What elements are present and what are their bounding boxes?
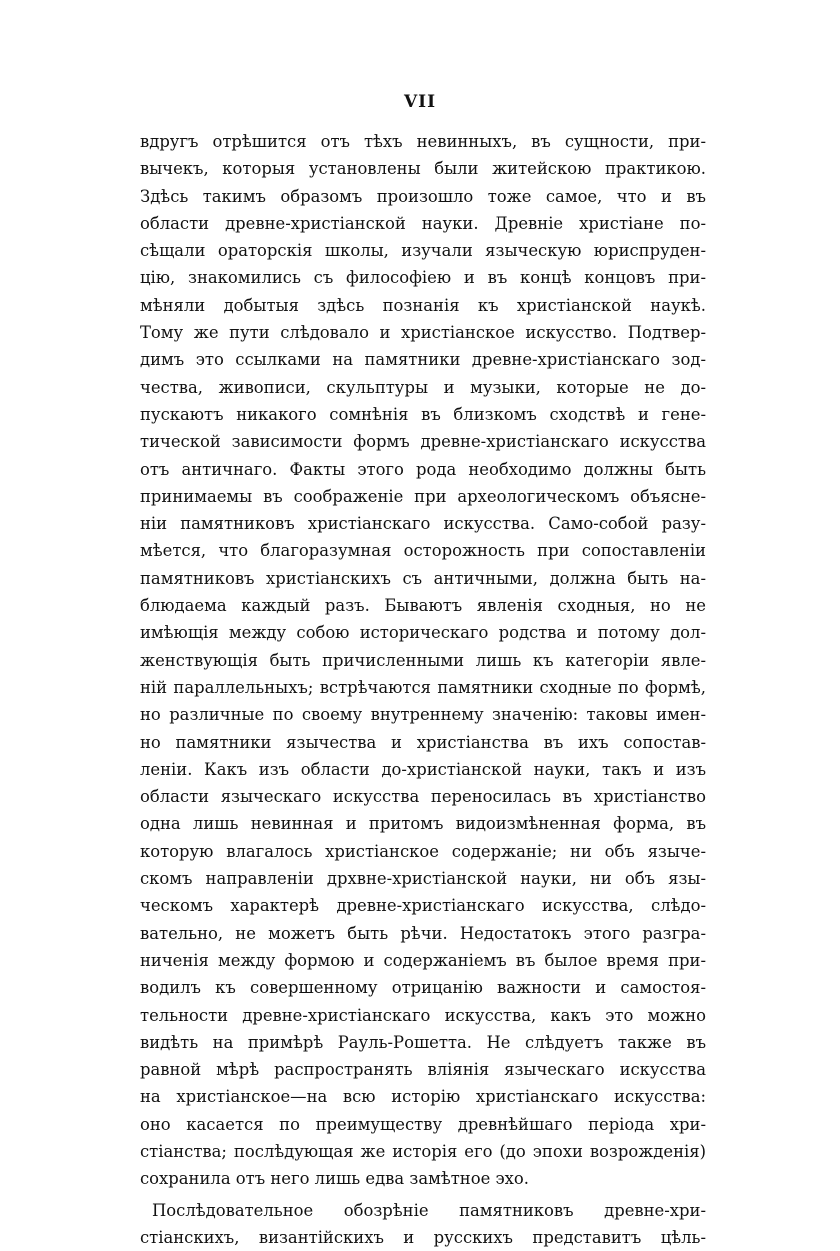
text-line: но памятники язычества и христіанства въ ихъ сопостав- bbox=[140, 732, 706, 752]
text-line: Здѣсь такимъ образомъ произошло тоже самое, что и въ bbox=[140, 186, 706, 206]
text-line: ческомъ характерѣ древне-христіанскаго искусства, слѣдо- bbox=[140, 896, 706, 916]
text-line: тической зависимости формъ древне-христіанскаго искусства bbox=[140, 432, 706, 452]
text-line: которую влагалось христіанское содержаніе; ни объ языче- bbox=[140, 841, 706, 861]
text-line: памятниковъ христіанскихъ съ античными, должна быть на- bbox=[140, 568, 706, 588]
text-line: леніи. Какъ изъ области до-христіанской науки, такъ и изъ bbox=[140, 759, 706, 779]
text-line: пускаютъ никакого сомнѣнія въ близкомъ сходствѣ и гене- bbox=[140, 404, 706, 424]
text-line: мѣняли добытыя здѣсь познанія къ христіанской наукѣ. bbox=[140, 295, 706, 315]
text-line: женствующія быть причисленными лишь къ категоріи явле- bbox=[140, 650, 706, 670]
text-line: принимаемы въ соображеніе при археологическомъ объясне- bbox=[140, 486, 706, 506]
text-line: области языческаго искусства переносилась въ христіанство bbox=[140, 787, 706, 807]
text-line: стіанства; послѣдующая же исторія его (до эпохи возрожденія) bbox=[140, 1141, 706, 1161]
text-line: ній параллельныхъ; встрѣчаются памятники сходные по формѣ, bbox=[140, 677, 706, 697]
paragraph-1 bbox=[140, 128, 706, 1193]
text-line: вдругъ отрѣшится отъ тѣхъ невинныхъ, въ сущности, при- bbox=[140, 132, 706, 151]
text-line: стіанскихъ, византійскихъ и русскихъ представитъ цѣль- bbox=[140, 1227, 706, 1247]
text-line: ниченія между формою и содержаніемъ въ былое время при- bbox=[140, 950, 706, 970]
text-line: сохранила отъ него лишь едва замѣтное эхо. bbox=[140, 1169, 529, 1189]
body-text bbox=[140, 128, 706, 1251]
text-line: вательно, не можетъ быть рѣчи. Недостатокъ этого разгра- bbox=[140, 923, 706, 943]
text-line: вычекъ, которыя установлены были житейскою практикою. bbox=[140, 159, 706, 179]
text-line: цію, знакомились съ философіею и въ концѣ концовъ при- bbox=[140, 268, 706, 288]
text-line: ніи памятниковъ христіанскаго искусства. Само-собой разу- bbox=[140, 514, 706, 534]
text-line: имѣющія между собою историческаго родства и потому дол- bbox=[140, 623, 706, 643]
text-line: Послѣдовательное обозрѣніе памятниковъ древне-хри- bbox=[152, 1200, 706, 1220]
text-line: чества, живописи, скульптуры и музыки, которые не до- bbox=[140, 377, 706, 397]
text-line: одна лишь невинная и притомъ видоизмѣненная форма, въ bbox=[140, 814, 706, 834]
text-line: Тому же пути слѣдовало и христіанское искусство. Подтвер- bbox=[140, 323, 706, 343]
text-line: блюдаема каждый разъ. Бываютъ явленія сходныя, но не bbox=[140, 596, 706, 616]
paragraph-2 bbox=[140, 1197, 706, 1251]
text-line: равной мѣрѣ распространять вліянія языческаго искусства bbox=[140, 1060, 706, 1080]
text-line: области древне-христіанской науки. Древніе христіане по- bbox=[140, 213, 706, 233]
text-line: сѣщали ораторскія школы, изучали языческую юриспруден- bbox=[140, 241, 706, 261]
text-line: скомъ направленіи дрхвне-христіанской науки, ни объ язы- bbox=[140, 869, 706, 889]
text-line: тельности древне-христіанскаго искусства, какъ это можно bbox=[140, 1005, 706, 1025]
text-line: на христіанское—на всю исторію христіанскаго искусства: bbox=[140, 1087, 706, 1107]
text-line: мѣется, что благоразумная осторожность при сопоставленіи bbox=[140, 541, 706, 561]
text-line: димъ это ссылками на памятники древне-христіанскаго зод- bbox=[140, 350, 706, 370]
text-line: водилъ къ совершенному отрицанію важности и самостоя- bbox=[140, 978, 706, 998]
text-line: но различные по своему внутреннему значенію: таковы имен- bbox=[140, 705, 706, 725]
text-line: оно касается по преимуществу древнѣйшаго періода хри- bbox=[140, 1114, 706, 1134]
text-line: видѣть на примѣрѣ Рауль-Рошетта. Не слѣдуетъ также въ bbox=[140, 1032, 706, 1052]
page-number: VII bbox=[403, 92, 437, 112]
text-line: отъ античнаго. Факты этого рода необходимо должны быть bbox=[140, 459, 706, 479]
